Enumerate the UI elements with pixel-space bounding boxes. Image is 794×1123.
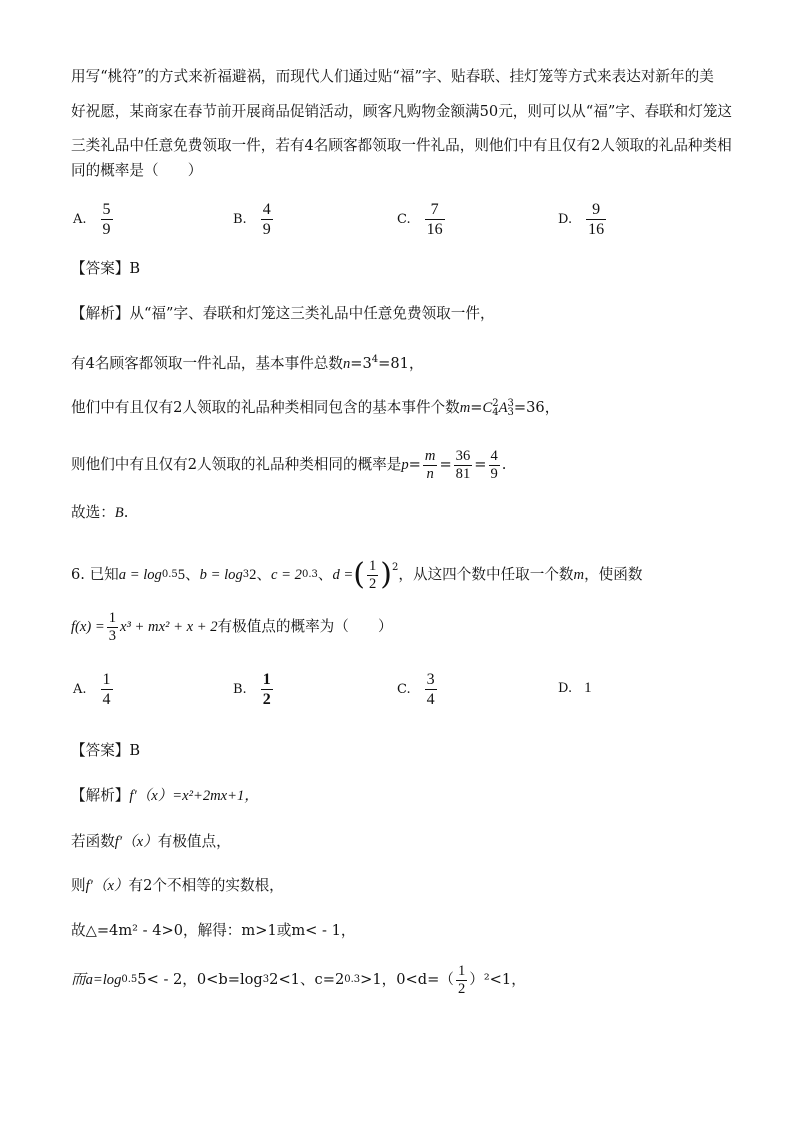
- q6-analysis-line-1: 【解析】f′（x）=x²+2mx+1，: [71, 787, 259, 804]
- q5-stem-line-2: 好祝愿，某商家在春节前开展商品促销活动，顾客凡购物金额满50元，则可以从“福”字、春联和灯笼这: [71, 103, 733, 120]
- option-label: C.: [397, 682, 411, 697]
- q5-option-b: [233, 200, 275, 239]
- q6-stem-line-1: 6. 已知 a = log 0.5 5 、 b = log 3 2 、 c = 2 0.3 、 d = ( $\frac{1}{2}$ ) 2 ，从这四个数中任取一个数 m ，使函数: [71, 557, 643, 592]
- fraction-36-81: $\frac{36}{81}$: [455, 447, 471, 482]
- q6-option-c: [397, 670, 439, 709]
- option-fraction: $\frac{3}{4}$: [426, 671, 435, 708]
- q5-analysis-line-4: 则他们中有且仅有2人领取的礼品种类相同的概率是 p = $\frac{m}{n}$ = $\frac{36}{81}$ = $\frac{4}{9}$ .: [71, 447, 507, 482]
- option-value: 1: [584, 680, 592, 696]
- q6-analysis-line-5: 而a=log 0.5 5< - 2，0<b=log 3 2<1、c=2 0.3 >1，0<d=（ $\frac{1}{2}$ ）²<1，: [71, 962, 526, 997]
- option-label: B.: [233, 212, 247, 227]
- option-label: B.: [233, 682, 247, 697]
- q5-stem-line-3: 三类礼品中任意免费领取一件，若有4名顾客都领取一件礼品，则他们中有且仅有2人领取的礼品种类相: [71, 137, 732, 154]
- q5-conclusion: 故选：B.: [71, 504, 129, 521]
- option-fraction: $\frac{4}{9}$: [262, 201, 271, 238]
- combination-symbol: C: [482, 400, 493, 416]
- fraction-one-third: $\frac{1}{3}$: [108, 609, 117, 644]
- option-fraction: $\frac{9}{16}$: [588, 201, 605, 238]
- option-fraction: $\frac{7}{16}$: [426, 201, 443, 238]
- q5-analysis-line-2: 有4名顾客都领取一件礼品，基本事件总数$n=3^4=81$，: [71, 354, 424, 372]
- fraction-m-n: $\frac{m}{n}$: [424, 447, 436, 482]
- q5-analysis-line-3: 他们中有且仅有2人领取的礼品种类相同包含的基本事件个数m=C 2 4 A 3 3 =36，: [71, 398, 560, 418]
- q5-option-c: [397, 200, 447, 239]
- q6-stem-line-2: f(x) = $\frac{1}{3}$ x³ + mx² + x + 2 有极值点的概率为（ ）: [71, 609, 393, 644]
- fraction-one-half: $\frac{1}{2}$: [369, 557, 377, 592]
- q5-stem-line-4: 同的概率是（ ）: [71, 162, 203, 179]
- option-fraction: $\frac{5}{9}$: [102, 201, 111, 238]
- q6-analysis-line-4: 故△=4m² - 4>0，解得：m>1或m< - 1，: [71, 922, 356, 939]
- q5-stem-line-1: 用写“桃符”的方式来祈福避祸，而现代人们通过贴“福”字、贴春联、挂灯笼等方式来表达对新年的美: [71, 68, 714, 85]
- option-label: D.: [558, 681, 573, 696]
- option-label: A.: [73, 212, 87, 227]
- q6-option-a: [73, 670, 115, 709]
- q5-option-d: [558, 200, 608, 239]
- fraction-4-9: $\frac{4}{9}$: [490, 447, 498, 482]
- option-label: C.: [397, 212, 411, 227]
- option-fraction: $\frac{1}{4}$: [102, 671, 111, 708]
- q6-option-d: [558, 680, 592, 697]
- option-label: A.: [73, 682, 87, 697]
- q6-analysis-line-2: 若函数f′（x）有极值点，: [71, 833, 231, 850]
- arrangement-symbol: A: [498, 400, 508, 416]
- q6-option-b: [233, 670, 275, 709]
- q5-option-a: [73, 200, 115, 239]
- option-label: D.: [558, 212, 573, 227]
- fraction-one-half-analysis: $\frac{1}{2}$: [457, 962, 466, 997]
- q5-analysis-line-1: 【解析】从“福”字、春联和灯笼这三类礼品中任意免费领取一件，: [71, 305, 495, 322]
- q5-answer: 【答案】B: [71, 260, 141, 277]
- q6-analysis-line-3: 则f′（x）有2个不相等的实数根，: [71, 877, 284, 894]
- q6-answer: 【答案】B: [71, 742, 141, 759]
- option-fraction: $\frac{1}{2}$: [262, 671, 271, 708]
